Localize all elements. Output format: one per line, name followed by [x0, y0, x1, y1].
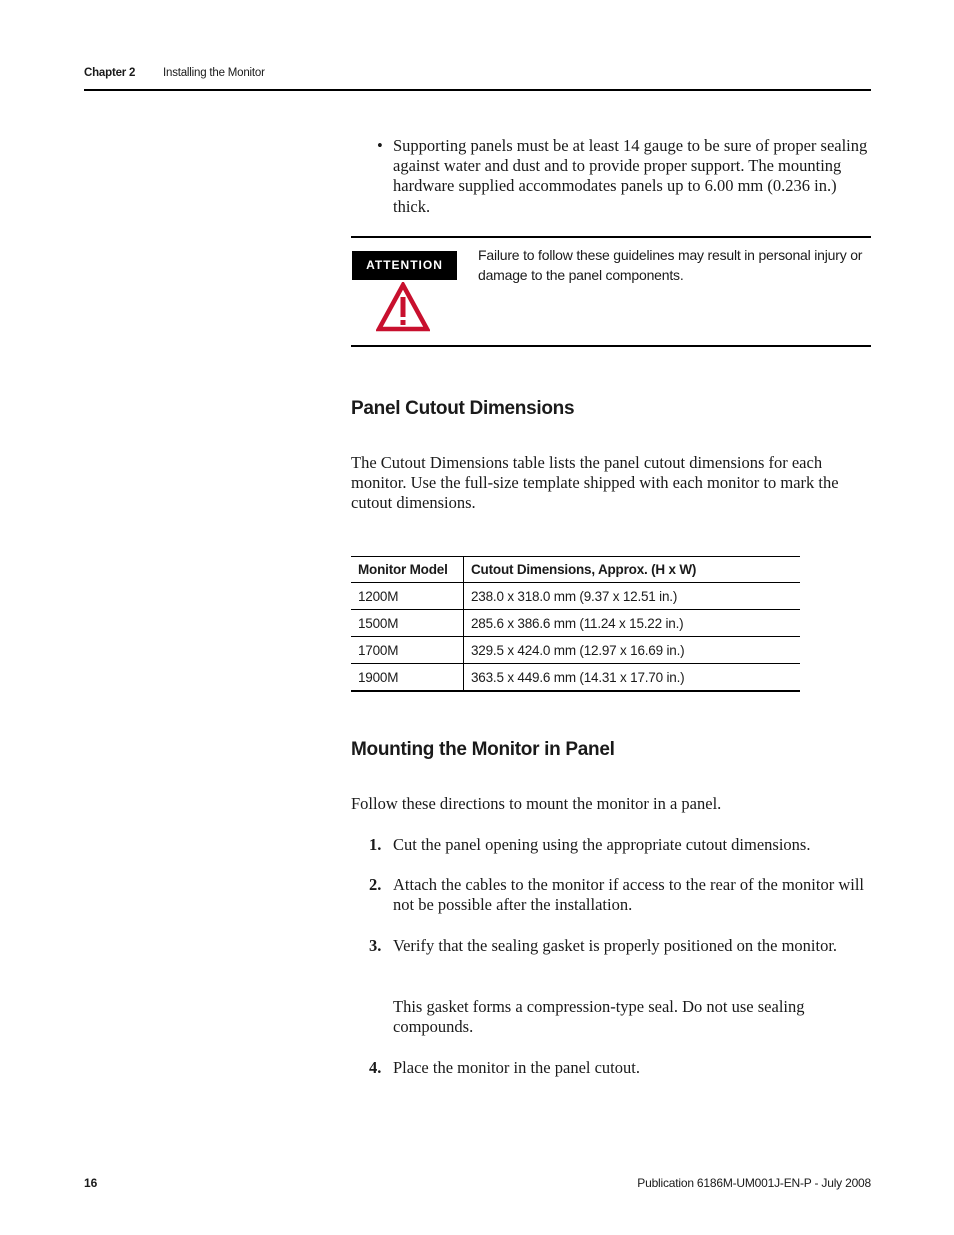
step-text: Verify that the sealing gasket is properly positioned on the monitor.: [393, 936, 838, 955]
step-number: 2.: [369, 875, 382, 894]
cutout-paragraph: The Cutout Dimensions table lists the panel cutout dimensions for each monitor. Use the full-size template shipped with each monitor to mark the cutout dimensions.: [351, 453, 839, 513]
step-number: 1.: [369, 835, 382, 854]
mounting-paragraph: Follow these directions to mount the monitor in a panel.: [351, 794, 722, 813]
section-title-cutout: Panel Cutout Dimensions: [351, 398, 575, 419]
table-row: [351, 610, 800, 637]
cell-dimensions: 238.0 x 318.0 mm (9.37 x 12.51 in.): [471, 588, 678, 604]
page-number: 16: [84, 1176, 98, 1190]
attention-bottom-rule: [351, 345, 871, 347]
attention-top-rule: [351, 236, 871, 238]
cell-dimensions: 363.5 x 449.6 mm (14.31 x 17.70 in.): [471, 669, 685, 685]
step-number: 4.: [369, 1058, 382, 1077]
table-row: [351, 583, 800, 610]
publication-info: Publication 6186M-UM001J-EN-P - July 2008: [637, 1176, 871, 1190]
header-cutout-dimensions: Cutout Dimensions, Approx. (H x W): [471, 562, 697, 577]
cell-model: 1900M: [351, 664, 464, 692]
warning-triangle-icon: [376, 282, 430, 332]
table-header-row: [351, 557, 800, 583]
section-title-mounting: Mounting the Monitor in Panel: [351, 739, 615, 760]
table-row: [351, 664, 800, 692]
cell-model: 1700M: [351, 637, 464, 664]
section-label: Installing the Monitor: [163, 67, 265, 79]
chapter-label: Chapter 2: [84, 67, 136, 79]
bullet-text: Supporting panels must be at least 14 gauge to be sure of proper sealing against water and dust and to provide proper support. The mounting hardware supplied accommodates panels up to 6.00 mm (0.236 in.) thick.: [393, 136, 868, 216]
header-monitor-model: Monitor Model: [351, 557, 464, 583]
attention-badge: ATTENTION: [352, 251, 457, 280]
page-header: [84, 66, 871, 90]
header-rule: [84, 89, 871, 91]
cell-model: 1500M: [351, 610, 464, 637]
cutout-dimensions-table: [351, 556, 800, 692]
step-note: This gasket forms a compression-type seal. Do not use sealing compounds.: [393, 997, 805, 1037]
table-row: [351, 637, 800, 664]
cell-dimensions: 329.5 x 424.0 mm (12.97 x 16.69 in.): [471, 642, 685, 658]
cell-model: 1200M: [351, 583, 464, 610]
step-text: Attach the cables to the monitor if access to the rear of the monitor will not be possible after the installation.: [393, 875, 865, 915]
attention-message: Failure to follow these guidelines may result in personal injury or damage to the panel components.: [478, 247, 863, 283]
step-number: 3.: [369, 936, 382, 955]
bullet-glyph: •: [377, 136, 383, 155]
attention-box: [351, 236, 871, 348]
step-text: Cut the panel opening using the appropriate cutout dimensions.: [393, 835, 811, 854]
cell-dimensions: 285.6 x 386.6 mm (11.24 x 15.22 in.): [471, 615, 684, 631]
step-text: Place the monitor in the panel cutout.: [393, 1058, 640, 1077]
